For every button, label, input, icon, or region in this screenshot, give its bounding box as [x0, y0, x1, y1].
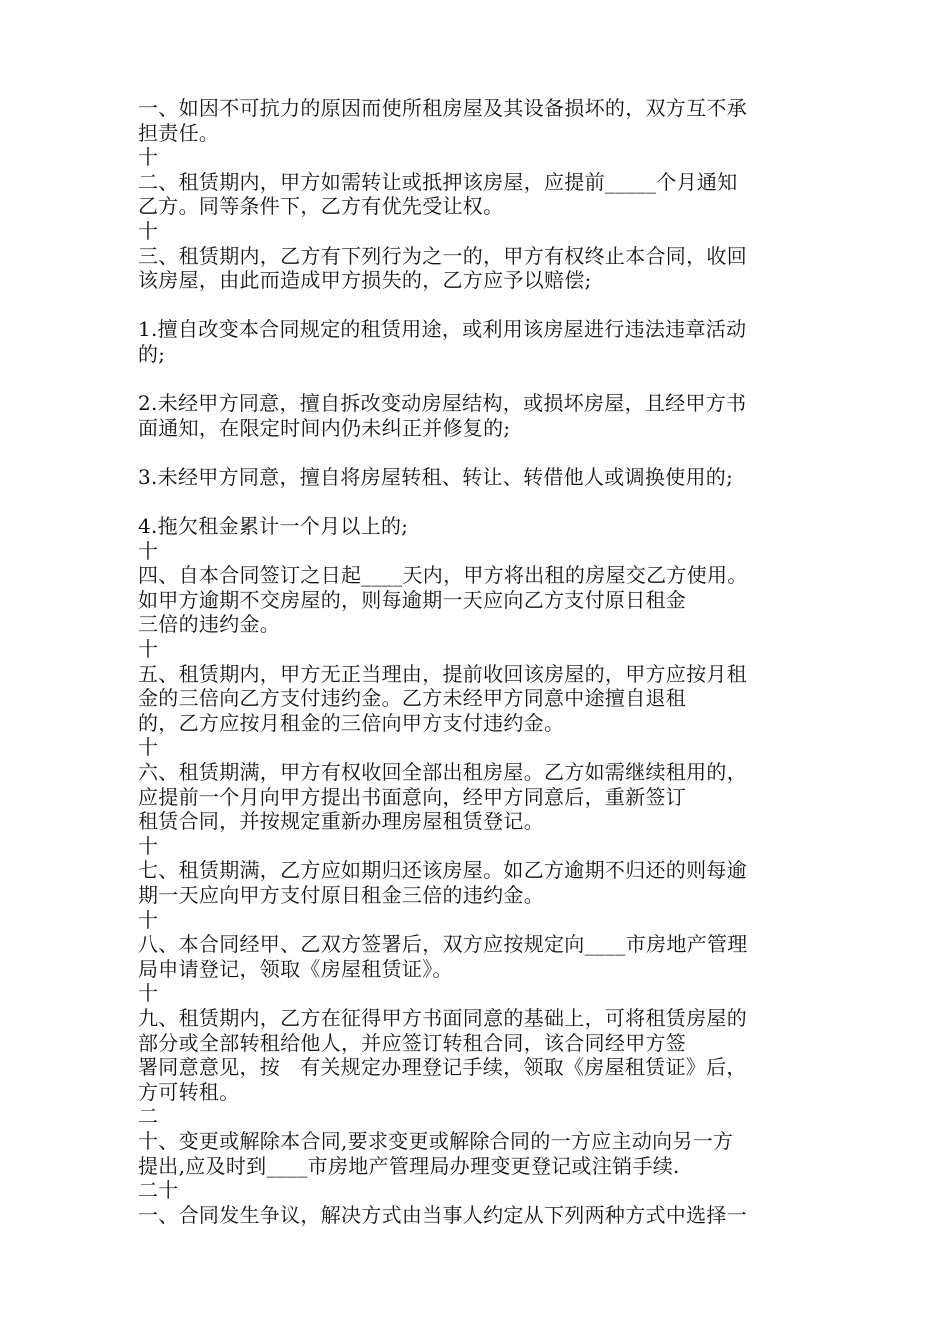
text-line: 4.拖欠租金累计一个月以上的; [138, 514, 409, 539]
section-number-line: 十 [138, 538, 159, 563]
section-number-line: 二 [138, 1104, 159, 1129]
text-line: 七、租赁期满，乙方应如期归还该房屋。如乙方逾期不归还的则每逾 [138, 858, 747, 883]
text-line: 乙方。同等条件下，乙方有优先受让权。 [138, 194, 504, 219]
text-line: 四、自本合同签订之日起____天内，甲方将出租的房屋交乙方使用。 [138, 563, 748, 588]
blank-line [138, 490, 818, 515]
document-body [138, 96, 818, 1227]
blank-line [138, 367, 818, 392]
section-number-line: 十 [138, 637, 159, 662]
text-line: 提出,应及时到____市房地产管理局办理变更登记或注销手续. [138, 1153, 680, 1178]
text-line: 三倍的违约金。 [138, 612, 281, 637]
text-line: 九、租赁期内，乙方在征得甲方书面同意的基础上，可将租赁房屋的 [138, 1005, 747, 1030]
text-line: 的，乙方应按月租金的三倍向甲方支付违约金。 [138, 710, 565, 735]
text-line: 部分或全部转租给他人，并应签订转租合同，该合同经甲方签 [138, 1030, 687, 1055]
text-line: 三、租赁期内，乙方有下列行为之一的，甲方有权终止本合同，收回 [138, 243, 747, 268]
text-line: 局申请登记，领取《房屋租赁证》。 [138, 956, 453, 981]
text-line: 期一天应向甲方支付原日租金三倍的违约金。 [138, 883, 544, 907]
text-line: 1.擅自改变本合同规定的租赁用途，或利用该房屋进行违法违章活动 [138, 317, 747, 342]
text-line: 面通知，在限定时间内仍未纠正并修复的; [138, 415, 511, 440]
text-line: 的; [138, 341, 166, 366]
section-number-line: 十 [138, 218, 159, 243]
text-line: 金的三倍向乙方支付违约金。乙方未经甲方同意中途擅自退租 [138, 686, 687, 711]
section-number-line: 十 [138, 735, 159, 760]
text-line: 十、变更或解除本合同,要求变更或解除合同的一方应主动向另一方 [138, 1128, 734, 1153]
text-line: 租赁合同，并按规定重新办理房屋租赁登记。 [138, 809, 544, 834]
section-number-line: 十 [138, 145, 159, 170]
section-number-line: 十 [138, 907, 159, 932]
text-line: 方可转租。 [138, 1079, 240, 1104]
text-line: 五、租赁期内，甲方无正当理由，提前收回该房屋的，甲方应按月租 [138, 661, 747, 686]
text-line: 八、本合同经甲、乙双方签署后，双方应按规定向____市房地产管理 [138, 932, 748, 957]
text-line: 二、租赁期内，甲方如需转让或抵押该房屋，应提前_____个月通知 [138, 169, 738, 194]
blank-line [138, 440, 818, 465]
text-line: 2.未经甲方同意，擅自拆改变动房屋结构，或损坏房屋，且经甲方书 [138, 391, 747, 416]
section-number-line: 二十 [138, 1178, 179, 1203]
text-line: 一、合同发生争议，解决方式由当事人约定从下列两种方式中选择一 [138, 1202, 747, 1227]
text-line: 该房屋，由此而造成甲方损失的，乙方应予以赔偿; [138, 268, 592, 293]
text-line: 署同意意见，按 有关规定办理登记手续，领取《房屋租赁证》后， [138, 1055, 747, 1080]
blank-line [138, 293, 818, 318]
section-number-line: 十 [138, 833, 159, 858]
text-line: 应提前一个月向甲方提出书面意向，经甲方同意后，重新签订 [138, 784, 687, 809]
text-line: 担责任。 [138, 120, 220, 145]
text-line: 如甲方逾期不交房屋的，则每逾期一天应向乙方支付原日租金 [138, 587, 687, 612]
section-number-line: 十 [138, 981, 159, 1006]
text-line: 3.未经甲方同意，擅自将房屋转租、转让、转借他人或调换使用的; [138, 464, 734, 489]
text-line: 一、如因不可抗力的原因而使所租房屋及其设备损坏的，双方互不承 [138, 96, 747, 120]
text-line: 六、租赁期满，甲方有权收回全部出租房屋。乙方如需继续租用的， [138, 760, 747, 785]
